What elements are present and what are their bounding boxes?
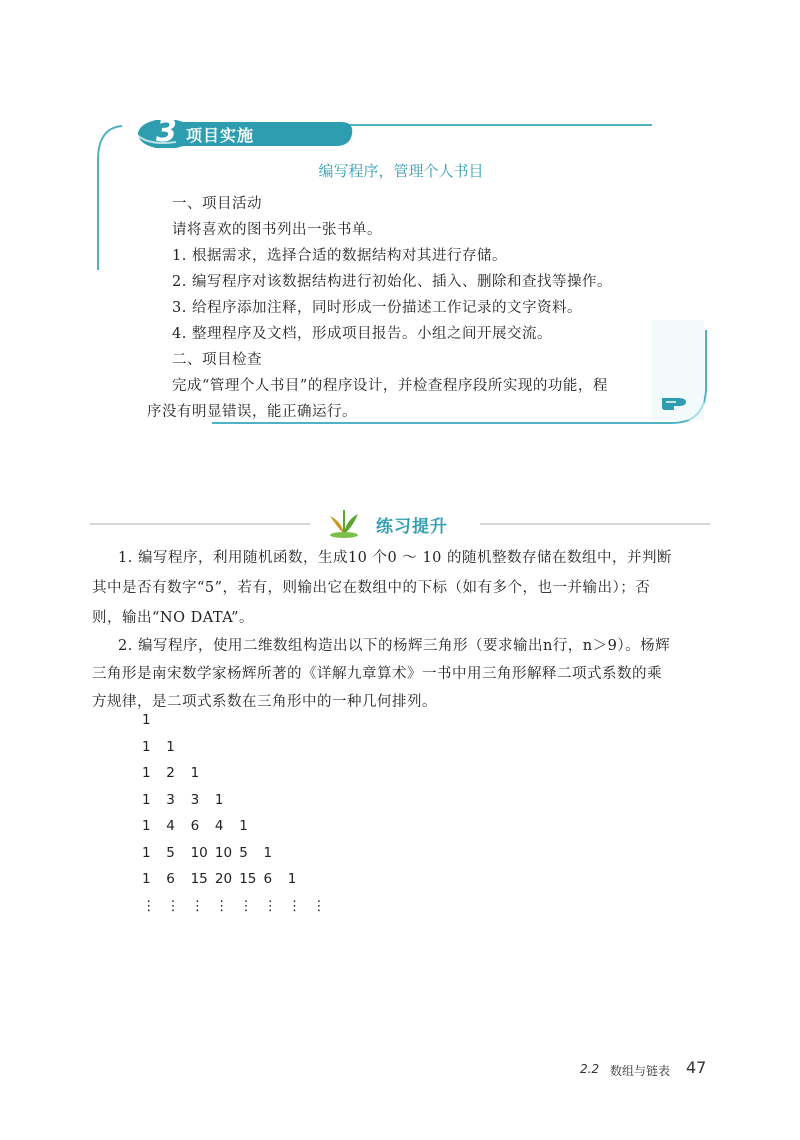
- project-line-check-text: 完成“管理个人书目”的程序设计，并检查程序段所实现的功能，程: [172, 378, 608, 394]
- triangle-cell: 5: [239, 844, 248, 861]
- triangle-cell: 1: [142, 712, 151, 728]
- triangle-cell: 1: [142, 818, 151, 834]
- project-badge: [116, 114, 356, 149]
- triangle-cell: ⋮: [214, 897, 229, 914]
- triangle-cell: 1: [142, 871, 151, 887]
- triangle-cell: 15: [239, 871, 257, 887]
- triangle-cell: 2: [166, 765, 175, 781]
- triangle-cell: 1: [166, 738, 175, 755]
- triangle-cell: 1: [263, 844, 273, 861]
- triangle-cell: 1: [142, 738, 151, 755]
- pointing-hand-icon: [660, 392, 688, 412]
- practice-header: [90, 508, 710, 538]
- project-line-step-4: 4. 整理程序及文档，形成项目报告。小组之间开展交流。: [172, 326, 552, 342]
- practice-title: 练习提升: [376, 517, 448, 537]
- triangle-cell: 3: [166, 791, 175, 808]
- exercise-2-line-3: 方规律，是二项式系数在三角形中的一种几何排列。: [92, 694, 437, 710]
- triangle-cell: ⋮: [190, 897, 205, 914]
- triangle-cell: 6: [190, 818, 200, 834]
- triangle-cell: 6: [166, 871, 175, 887]
- triangle-cell: 1: [239, 818, 248, 834]
- project-line-step-1: 1. 根据需求，选择合适的数据结构对其进行存储。: [172, 248, 507, 264]
- triangle-cell: 1: [142, 791, 151, 808]
- triangle-cell: ⋮: [166, 897, 180, 914]
- triangle-cell: 3: [190, 791, 200, 808]
- triangle-cell: 1: [190, 765, 200, 781]
- exercise-2-line-2: 三角形是南宋数学家杨辉所著的《详解九章算术》一书中用三角形解释二项式系数的乘: [92, 666, 662, 682]
- footer-section-title: 数组与链表: [610, 1064, 671, 1078]
- triangle-cell: 15: [190, 871, 208, 887]
- triangle-cell: 4: [166, 818, 175, 834]
- badge-label: 项目实施: [186, 126, 255, 145]
- triangle-cell: 20: [214, 871, 233, 887]
- triangle-cell: ⋮: [287, 897, 302, 914]
- exercise-1-line-3: 则，输出“NO DATA”。: [92, 610, 255, 626]
- project-line-activity-heading: 一、项目活动: [172, 196, 262, 212]
- exercise-1-line-1: 1. 编写程序，利用随机函数，生成10 个0 ～ 10 的随机整数存储在数组中，并判断: [118, 550, 673, 566]
- triangle-cell: 1: [214, 791, 224, 808]
- page-number: 47: [686, 1058, 707, 1077]
- footer-section-number: 2.2: [580, 1062, 600, 1076]
- triangle-cell: ⋮: [239, 897, 253, 914]
- project-line-step-3: 3. 给程序添加注释，同时形成一份描述工作记录的文字资料。: [172, 300, 582, 316]
- triangle-cell: ⋮: [312, 897, 326, 914]
- project-line-intro: 请将喜欢的图书列出一张书单。: [172, 222, 382, 238]
- triangle-cell: 1: [142, 844, 151, 861]
- triangle-cell: 10: [190, 844, 208, 861]
- triangle-cell: 1: [287, 871, 297, 887]
- triangle-cell: 5: [166, 844, 175, 861]
- project-line-step-2: 2. 编写程序对该数据结构进行初始化、插入、删除和查找等操作。: [172, 274, 612, 290]
- triangle-cell: 6: [263, 871, 273, 887]
- badge-number: 3: [156, 114, 177, 149]
- project-line-check-heading: 二、项目检查: [172, 352, 262, 368]
- triangle-cell: 1: [142, 765, 151, 781]
- triangle-cell: 4: [214, 818, 224, 834]
- triangle-cell: ⋮: [142, 897, 156, 914]
- sprout-icon: [322, 508, 366, 538]
- exercise-2-line-1: 2. 编写程序，使用二维数组构造出以下的杨辉三角形（要求输出n行，n＞9）。杨辉: [118, 638, 671, 654]
- header-rule-left: [90, 523, 310, 525]
- project-line-check-text-cont: 序没有明显错误，能正确运行。: [147, 404, 357, 420]
- triangle-cell: 10: [214, 844, 233, 861]
- yanghui-triangle: [142, 712, 442, 922]
- project-implementation-box: [92, 114, 710, 425]
- exercise-1-line-2: 其中是否有数字“5”，若有，则输出它在数组中的下标（如有多个，也一并输出）；否: [92, 580, 651, 596]
- triangle-cell: ⋮: [263, 897, 277, 914]
- project-title: 编写程序，管理个人书目: [318, 162, 484, 180]
- header-rule-right: [480, 523, 710, 525]
